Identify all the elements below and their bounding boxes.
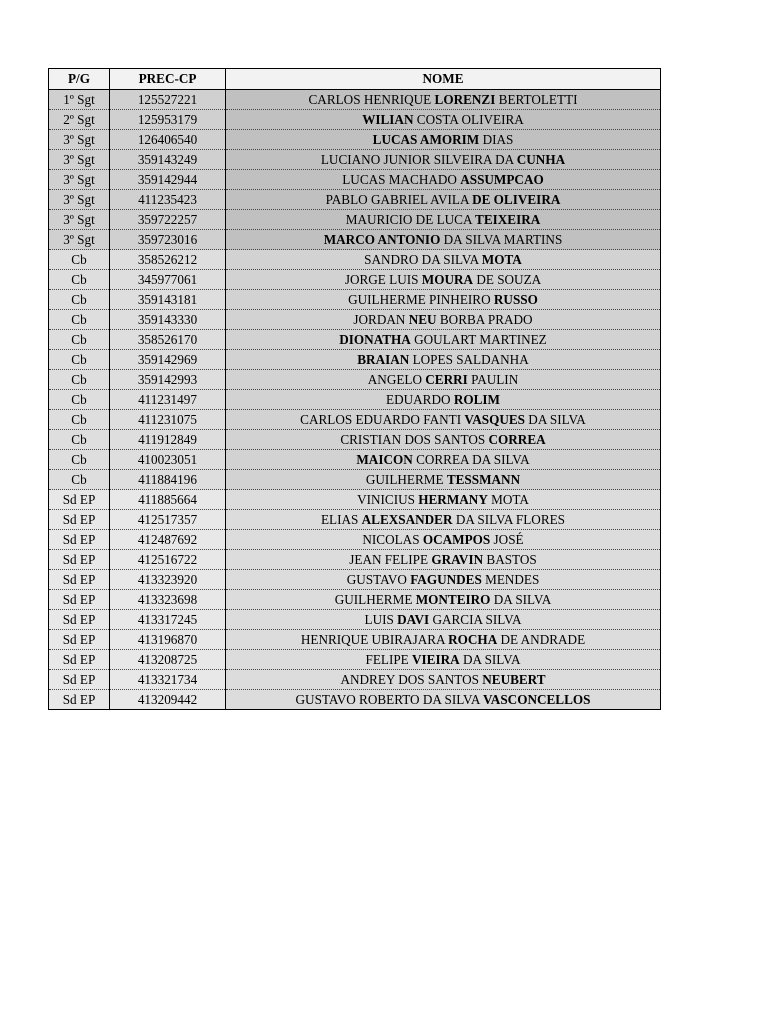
prec-cp-cell: 359722257 bbox=[110, 210, 226, 230]
name-highlight: DE OLIVEIRA bbox=[472, 191, 561, 207]
table-row bbox=[49, 190, 661, 210]
name-cell bbox=[226, 270, 661, 290]
name-highlight: MAICON bbox=[356, 451, 413, 467]
prec-cp-cell: 411231075 bbox=[110, 410, 226, 430]
name-cell bbox=[226, 630, 661, 650]
rank-cell: Cb bbox=[49, 410, 110, 430]
name-highlight: CORREA bbox=[488, 431, 546, 447]
name-suffix: LOPES SALDANHA bbox=[409, 351, 529, 367]
table-row bbox=[49, 390, 661, 410]
name-highlight: ALEXSANDER bbox=[361, 511, 453, 527]
header-nome: NOME bbox=[226, 69, 661, 90]
name-cell bbox=[226, 370, 661, 390]
prec-cp-cell: 413323920 bbox=[110, 570, 226, 590]
name-suffix: DIAS bbox=[479, 131, 514, 147]
table-row bbox=[49, 350, 661, 370]
name-cell bbox=[226, 570, 661, 590]
name-cell bbox=[226, 650, 661, 670]
prec-cp-cell: 411884196 bbox=[110, 470, 226, 490]
name-prefix: VINICIUS bbox=[357, 491, 419, 507]
rank-cell: Sd EP bbox=[49, 490, 110, 510]
prec-cp-cell: 358526170 bbox=[110, 330, 226, 350]
table-row bbox=[49, 410, 661, 430]
name-prefix: GUILHERME PINHEIRO bbox=[348, 291, 494, 307]
name-cell bbox=[226, 210, 661, 230]
prec-cp-cell: 413209442 bbox=[110, 690, 226, 710]
name-prefix: JORGE LUIS bbox=[344, 271, 422, 287]
prec-cp-cell: 359143249 bbox=[110, 150, 226, 170]
name-suffix: MOTA bbox=[487, 491, 529, 507]
name-cell bbox=[226, 590, 661, 610]
name-cell bbox=[226, 510, 661, 530]
rank-cell: 3º Sgt bbox=[49, 210, 110, 230]
table-row bbox=[49, 230, 661, 250]
rank-cell: Cb bbox=[49, 350, 110, 370]
rank-cell: Cb bbox=[49, 370, 110, 390]
name-prefix: ANGELO bbox=[367, 371, 426, 387]
prec-cp-cell: 345977061 bbox=[110, 270, 226, 290]
prec-cp-cell: 413208725 bbox=[110, 650, 226, 670]
name-highlight: WILIAN bbox=[362, 111, 414, 127]
rank-cell: Sd EP bbox=[49, 550, 110, 570]
prec-cp-cell: 413317245 bbox=[110, 610, 226, 630]
table-row bbox=[49, 110, 661, 130]
name-suffix: BERTOLETTI bbox=[495, 91, 578, 107]
name-highlight: GRAVIN bbox=[431, 551, 484, 567]
name-highlight: NEUBERT bbox=[482, 671, 546, 687]
rank-cell: Cb bbox=[49, 450, 110, 470]
name-prefix: PABLO GABRIEL AVILA bbox=[325, 191, 473, 207]
table-row bbox=[49, 530, 661, 550]
personnel-table bbox=[48, 68, 661, 710]
name-highlight: MARCO ANTONIO bbox=[323, 231, 441, 247]
name-suffix: JOSÉ bbox=[490, 531, 524, 547]
name-highlight: MONTEIRO bbox=[415, 591, 491, 607]
prec-cp-cell: 410023051 bbox=[110, 450, 226, 470]
name-prefix: FELIPE bbox=[365, 651, 413, 667]
prec-cp-cell: 412487692 bbox=[110, 530, 226, 550]
table-row bbox=[49, 570, 661, 590]
table-row bbox=[49, 90, 661, 110]
prec-cp-cell: 359143181 bbox=[110, 290, 226, 310]
table-row bbox=[49, 650, 661, 670]
name-prefix: GUILHERME bbox=[334, 591, 416, 607]
name-prefix: ELIAS bbox=[320, 511, 362, 527]
header-pg: P/G bbox=[49, 69, 110, 90]
rank-cell: 2º Sgt bbox=[49, 110, 110, 130]
name-suffix: DE ANDRADE bbox=[497, 631, 586, 647]
table-row bbox=[49, 170, 661, 190]
name-highlight: LORENZI bbox=[434, 91, 496, 107]
name-cell bbox=[226, 290, 661, 310]
prec-cp-cell: 359142969 bbox=[110, 350, 226, 370]
name-cell bbox=[226, 90, 661, 110]
name-cell bbox=[226, 450, 661, 470]
name-suffix: DA SILVA bbox=[459, 651, 521, 667]
table-row bbox=[49, 550, 661, 570]
name-prefix: CARLOS EDUARDO FANTI bbox=[300, 411, 465, 427]
prec-cp-cell: 412517357 bbox=[110, 510, 226, 530]
name-cell bbox=[226, 470, 661, 490]
rank-cell: Sd EP bbox=[49, 610, 110, 630]
name-cell bbox=[226, 670, 661, 690]
name-cell bbox=[226, 130, 661, 150]
rank-cell: Sd EP bbox=[49, 630, 110, 650]
name-cell bbox=[226, 310, 661, 330]
name-highlight: RUSSO bbox=[493, 291, 538, 307]
name-cell bbox=[226, 110, 661, 130]
table-header-row bbox=[49, 69, 661, 90]
table-row bbox=[49, 370, 661, 390]
table-row bbox=[49, 150, 661, 170]
name-highlight: HERMANY bbox=[418, 491, 488, 507]
name-prefix: ANDREY DOS SANTOS bbox=[340, 671, 483, 687]
name-suffix: GARCIA SILVA bbox=[429, 611, 522, 627]
table-row bbox=[49, 250, 661, 270]
name-cell bbox=[226, 550, 661, 570]
prec-cp-cell: 125527221 bbox=[110, 90, 226, 110]
name-suffix: BORBA PRADO bbox=[436, 311, 533, 327]
rank-cell: Sd EP bbox=[49, 590, 110, 610]
name-highlight: DAVI bbox=[397, 611, 430, 627]
rank-cell: Cb bbox=[49, 430, 110, 450]
name-prefix: GUILHERME bbox=[365, 471, 447, 487]
name-highlight: TESSMANN bbox=[446, 471, 521, 487]
name-cell bbox=[226, 530, 661, 550]
rank-cell: 1º Sgt bbox=[49, 90, 110, 110]
name-highlight: NEU bbox=[408, 311, 437, 327]
name-cell bbox=[226, 410, 661, 430]
name-suffix: PAULIN bbox=[467, 371, 519, 387]
name-suffix: DA SILVA bbox=[525, 411, 586, 427]
prec-cp-cell: 411912849 bbox=[110, 430, 226, 450]
name-cell bbox=[226, 350, 661, 370]
prec-cp-cell: 125953179 bbox=[110, 110, 226, 130]
table-row bbox=[49, 130, 661, 150]
name-highlight: FAGUNDES bbox=[410, 571, 482, 587]
name-suffix: CORREA DA SILVA bbox=[412, 451, 530, 467]
rank-cell: Cb bbox=[49, 250, 110, 270]
rank-cell: Cb bbox=[49, 310, 110, 330]
name-prefix: GUSTAVO ROBERTO DA SILVA bbox=[295, 691, 483, 707]
prec-cp-cell: 359142993 bbox=[110, 370, 226, 390]
name-highlight: ASSUMPCAO bbox=[460, 171, 544, 187]
name-suffix: MENDES bbox=[481, 571, 540, 587]
prec-cp-cell: 413196870 bbox=[110, 630, 226, 650]
rank-cell: 3º Sgt bbox=[49, 230, 110, 250]
rank-cell: Sd EP bbox=[49, 530, 110, 550]
table-row bbox=[49, 310, 661, 330]
name-prefix: MAURICIO DE LUCA bbox=[345, 211, 476, 227]
name-highlight: LUCAS AMORIM bbox=[372, 131, 480, 147]
table-row bbox=[49, 690, 661, 710]
table-row bbox=[49, 670, 661, 690]
name-highlight: CUNHA bbox=[516, 151, 566, 167]
table-row bbox=[49, 210, 661, 230]
name-cell bbox=[226, 690, 661, 710]
name-cell bbox=[226, 230, 661, 250]
rank-cell: 3º Sgt bbox=[49, 190, 110, 210]
name-highlight: VASQUES bbox=[464, 411, 525, 427]
prec-cp-cell: 411231497 bbox=[110, 390, 226, 410]
prec-cp-cell: 359723016 bbox=[110, 230, 226, 250]
name-suffix: DA SILVA FLORES bbox=[452, 511, 566, 527]
rank-cell: Cb bbox=[49, 390, 110, 410]
rank-cell: 3º Sgt bbox=[49, 150, 110, 170]
prec-cp-cell: 359143330 bbox=[110, 310, 226, 330]
rank-cell: Cb bbox=[49, 470, 110, 490]
name-highlight: OCAMPOS bbox=[422, 531, 491, 547]
prec-cp-cell: 411235423 bbox=[110, 190, 226, 210]
prec-cp-cell: 126406540 bbox=[110, 130, 226, 150]
name-suffix: BASTOS bbox=[483, 551, 537, 567]
name-prefix: CARLOS HENRIQUE bbox=[308, 91, 435, 107]
table-row bbox=[49, 490, 661, 510]
name-highlight: ROCHA bbox=[448, 631, 498, 647]
name-cell bbox=[226, 390, 661, 410]
name-prefix: CRISTIAN DOS SANTOS bbox=[340, 431, 489, 447]
prec-cp-cell: 359142944 bbox=[110, 170, 226, 190]
name-prefix: JORDAN bbox=[353, 311, 409, 327]
name-prefix: HENRIQUE UBIRAJARA bbox=[300, 631, 449, 647]
prec-cp-cell: 413321734 bbox=[110, 670, 226, 690]
name-cell bbox=[226, 150, 661, 170]
rank-cell: 3º Sgt bbox=[49, 170, 110, 190]
prec-cp-cell: 411885664 bbox=[110, 490, 226, 510]
name-highlight: VASCONCELLOS bbox=[482, 691, 591, 707]
name-highlight: MOTA bbox=[481, 251, 522, 267]
name-cell bbox=[226, 610, 661, 630]
name-highlight: TEIXEIRA bbox=[475, 211, 541, 227]
name-highlight: BRAIAN bbox=[357, 351, 410, 367]
rank-cell: Sd EP bbox=[49, 650, 110, 670]
table-row bbox=[49, 590, 661, 610]
name-highlight: DIONATHA bbox=[339, 331, 411, 347]
rank-cell: Cb bbox=[49, 330, 110, 350]
table-row bbox=[49, 470, 661, 490]
name-highlight: ROLIM bbox=[453, 391, 500, 407]
table-row bbox=[49, 430, 661, 450]
name-cell bbox=[226, 250, 661, 270]
name-suffix: GOULART MARTINEZ bbox=[410, 331, 547, 347]
rank-cell: Sd EP bbox=[49, 670, 110, 690]
name-prefix: NICOLAS bbox=[362, 531, 423, 547]
name-cell bbox=[226, 170, 661, 190]
rank-cell: 3º Sgt bbox=[49, 130, 110, 150]
name-prefix: LUIS bbox=[364, 611, 398, 627]
name-suffix: DA SILVA MARTINS bbox=[440, 231, 563, 247]
name-highlight: CERRI bbox=[425, 371, 468, 387]
name-cell bbox=[226, 430, 661, 450]
name-suffix: DE SOUZA bbox=[473, 271, 542, 287]
table-row bbox=[49, 630, 661, 650]
name-cell bbox=[226, 490, 661, 510]
name-highlight: VIEIRA bbox=[412, 651, 460, 667]
rank-cell: Cb bbox=[49, 290, 110, 310]
name-suffix: DA SILVA bbox=[490, 591, 552, 607]
header-prec-cp: PREC-CP bbox=[110, 69, 226, 90]
name-prefix: LUCAS MACHADO bbox=[342, 171, 461, 187]
name-prefix: SANDRO DA SILVA bbox=[364, 251, 482, 267]
name-suffix: COSTA OLIVEIRA bbox=[413, 111, 524, 127]
rank-cell: Sd EP bbox=[49, 570, 110, 590]
rank-cell: Sd EP bbox=[49, 690, 110, 710]
prec-cp-cell: 413323698 bbox=[110, 590, 226, 610]
name-prefix: EDUARDO bbox=[386, 391, 454, 407]
table-row bbox=[49, 510, 661, 530]
table-row bbox=[49, 270, 661, 290]
name-prefix: GUSTAVO bbox=[346, 571, 411, 587]
table-row bbox=[49, 450, 661, 470]
rank-cell: Sd EP bbox=[49, 510, 110, 530]
name-cell bbox=[226, 190, 661, 210]
table-row bbox=[49, 330, 661, 350]
table-body bbox=[49, 90, 661, 710]
table-row bbox=[49, 290, 661, 310]
name-highlight: MOURA bbox=[421, 271, 474, 287]
prec-cp-cell: 358526212 bbox=[110, 250, 226, 270]
table-row bbox=[49, 610, 661, 630]
name-prefix: JEAN FELIPE bbox=[349, 551, 432, 567]
rank-cell: Cb bbox=[49, 270, 110, 290]
name-prefix: LUCIANO JUNIOR SILVEIRA DA bbox=[320, 151, 517, 167]
name-cell bbox=[226, 330, 661, 350]
prec-cp-cell: 412516722 bbox=[110, 550, 226, 570]
